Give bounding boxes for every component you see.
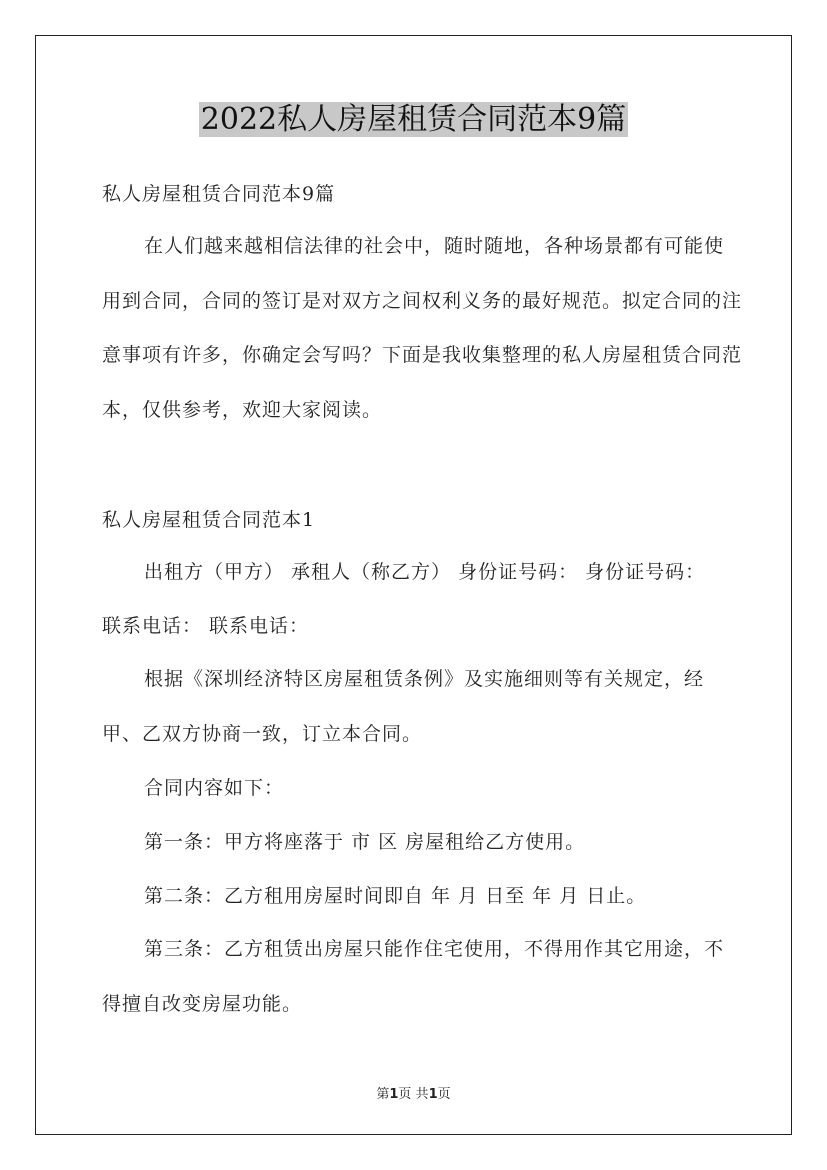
clause-3: 第三条：乙方租赁出房屋只能作住宅使用，不得用作其它用途，不得擅自改变房屋功能。 — [102, 938, 725, 1015]
document-title — [0, 98, 827, 142]
page-footer — [0, 1083, 827, 1102]
footer-page-suffix: 页 — [437, 1087, 451, 1102]
footer-page-prefix: 第 — [376, 1087, 390, 1102]
footer-page-total: 1 — [428, 1087, 438, 1102]
section-heading: 私人房屋租赁合同范本1 — [102, 509, 316, 531]
document-title-text: 2022私人房屋租赁合同范本9篇 — [200, 102, 627, 137]
content-heading: 合同内容如下： — [144, 777, 285, 799]
clause-1: 第一条：甲方将座落于 市 区 房屋租给乙方使用。 — [144, 831, 586, 853]
clause-2: 第二条：乙方租用房屋时间即自 年 月 日至 年 月 日止。 — [144, 885, 647, 907]
contact-line: 联系电话： 联系电话： — [102, 615, 310, 637]
footer-page-number: 1 — [389, 1087, 399, 1102]
intro-paragraph: 在人们越来越相信法律的社会中，随时随地，各种场景都有可能使用到合同，合同的签订是对双方之间权利义务的最好规范。拟定合同的注意事项有许多，你确定会写吗？下面是我收集整理的私人房屋租赁合同范本，仅供参考，欢迎大家阅读。 — [102, 235, 743, 421]
document-subtitle: 私人房屋租赁合同范本9篇 — [102, 183, 336, 205]
basis-paragraph: 根据《深圳经济特区房屋租赁条例》及实施细则等有关规定，经甲、乙双方协商一致，订立本合同。 — [102, 668, 705, 745]
parties-line: 出租方（甲方） 承租人（称乙方） 身份证号码： 身份证号码： — [144, 561, 706, 583]
footer-page-mid: 页 共 — [398, 1087, 429, 1102]
